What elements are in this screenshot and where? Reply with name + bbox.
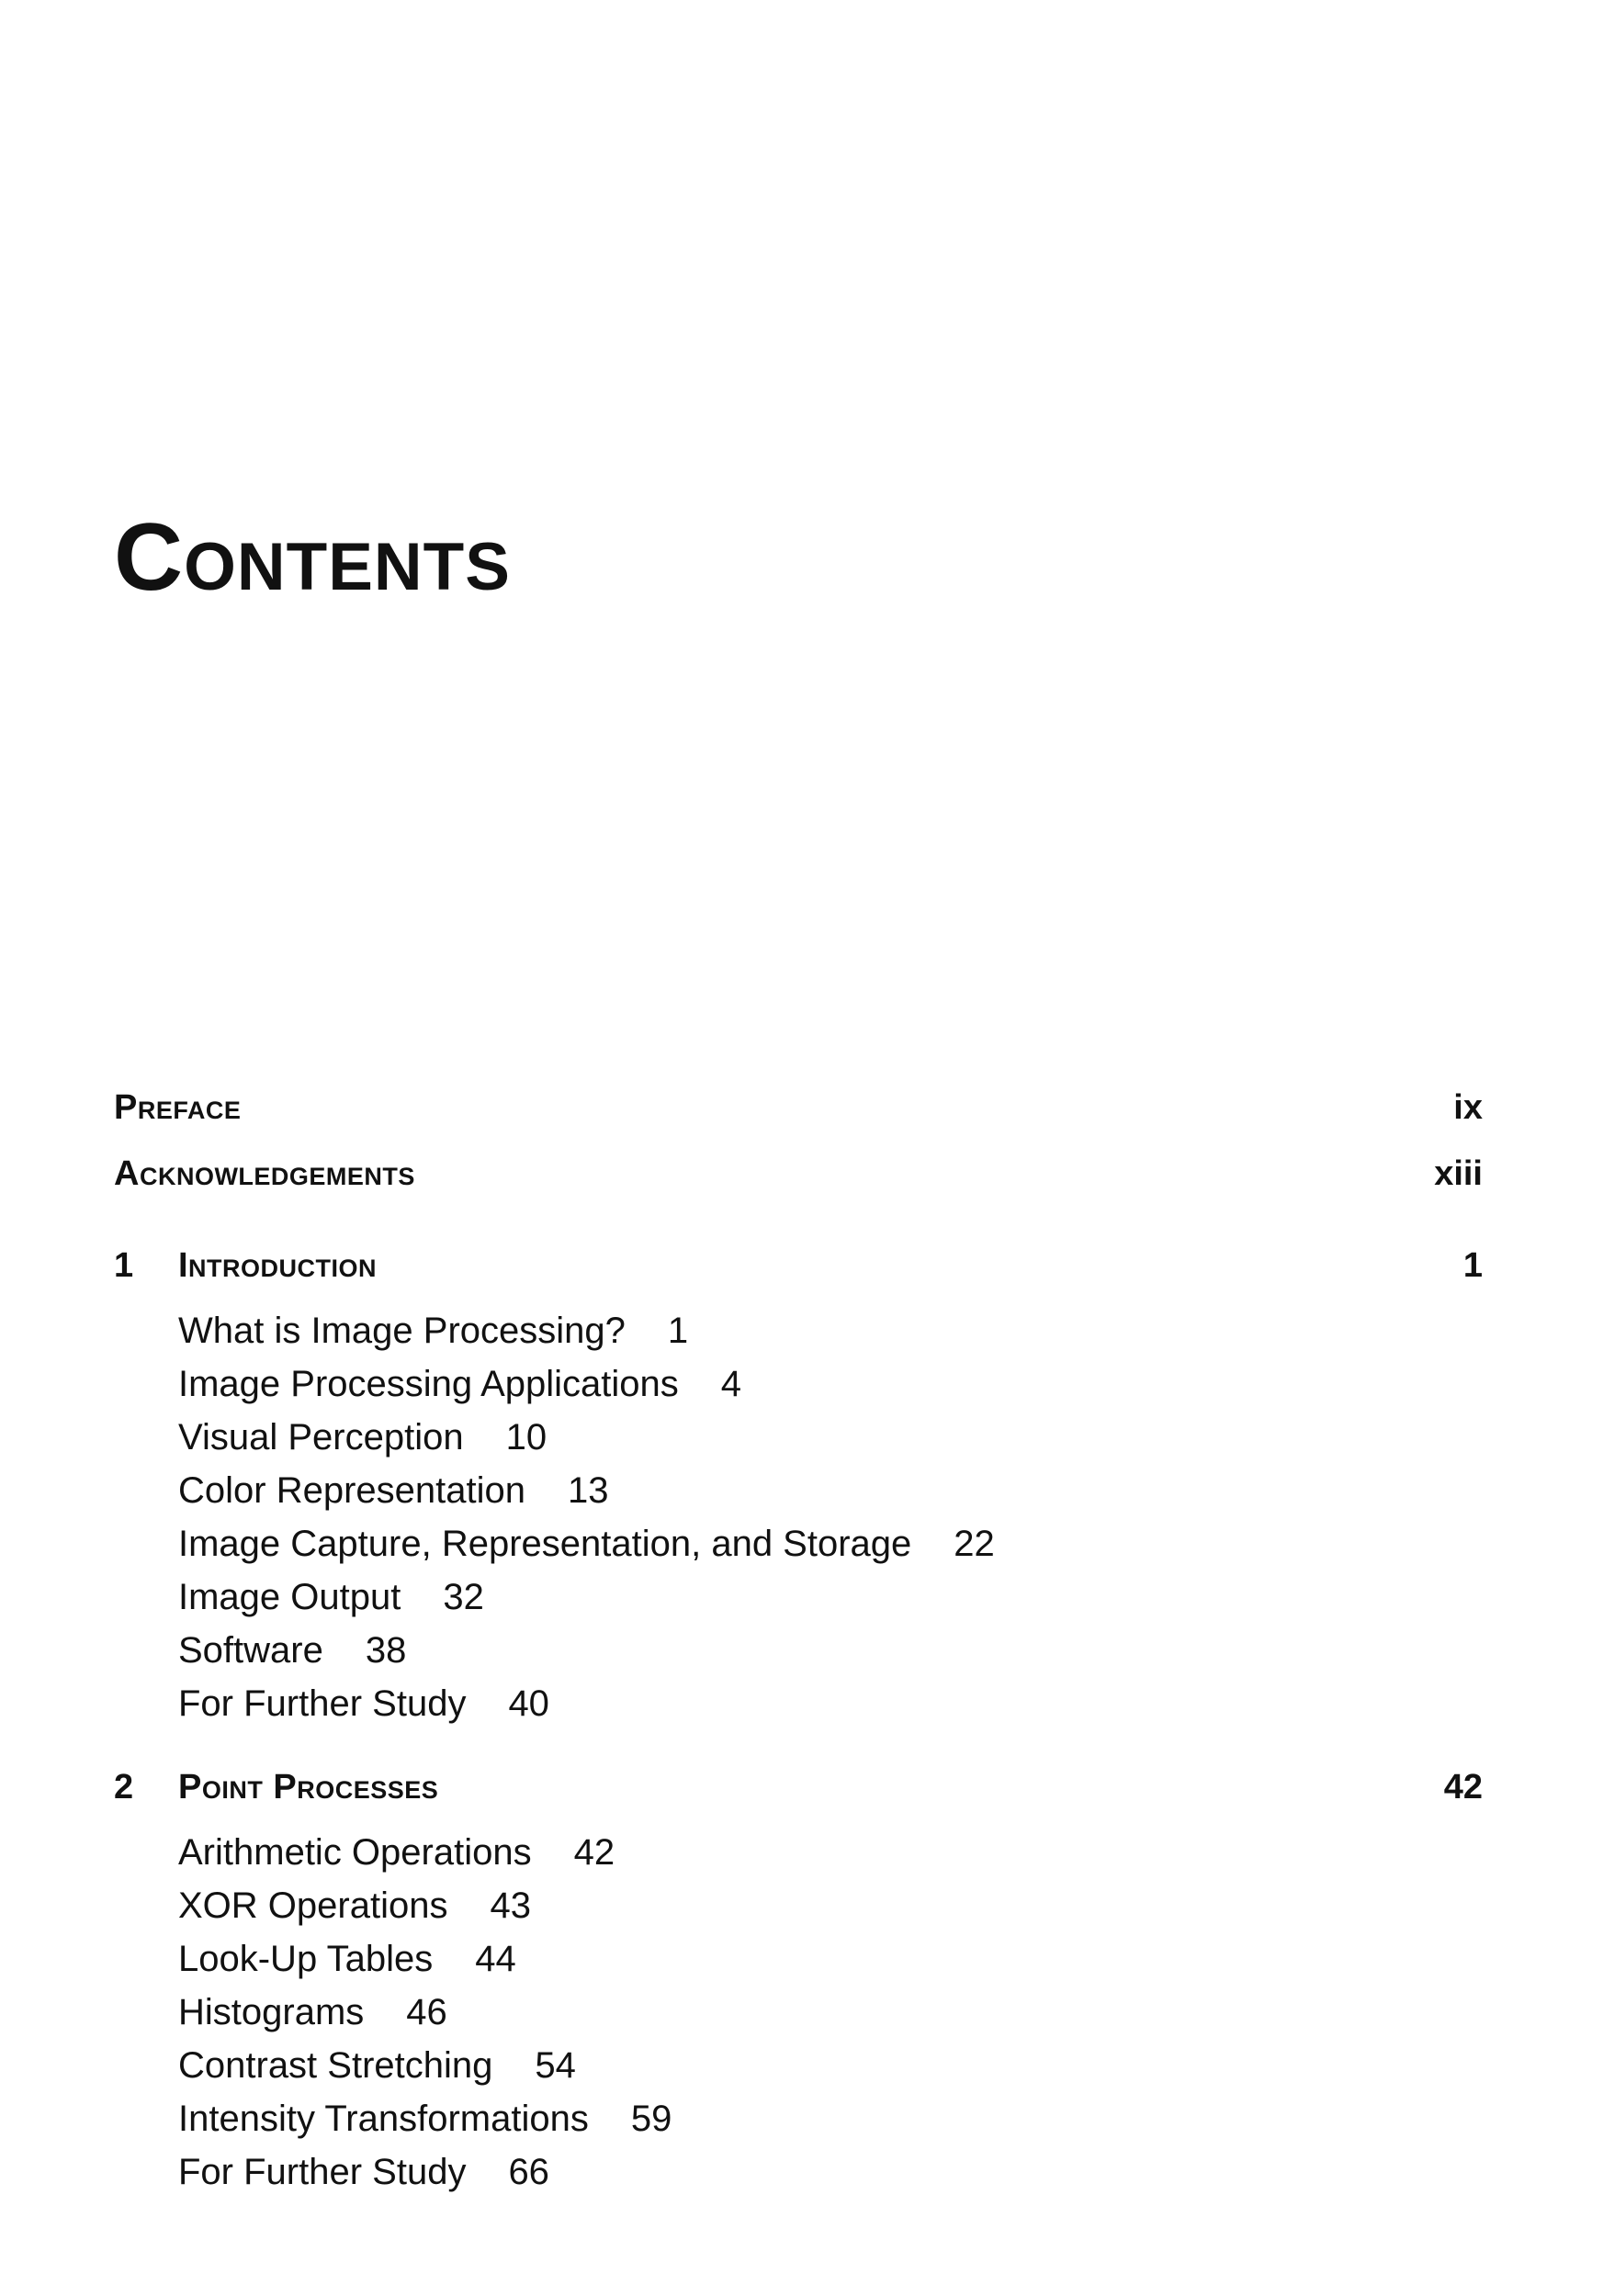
section-entry — [178, 1677, 1483, 1730]
section-title: Image Output — [178, 1576, 401, 1617]
section-entry — [178, 1570, 1483, 1624]
section-title: Arithmetic Operations — [178, 1831, 532, 1873]
section-title: Image Capture, Representation, and Storage — [178, 1523, 912, 1564]
section-page: 59 — [630, 2098, 672, 2139]
section-page: 40 — [508, 1683, 549, 1724]
chapter-page: 42 — [1443, 1767, 1483, 1806]
section-entry — [178, 2039, 1483, 2092]
toc-entry-page: ix — [1453, 1087, 1483, 1127]
section-entry — [178, 2092, 1483, 2145]
section-entry — [178, 1357, 1483, 1411]
section-entry — [178, 1879, 1483, 1932]
section-title: What is Image Processing? — [178, 1310, 626, 1351]
section-title: Contrast Stretching — [178, 2044, 493, 2086]
section-entry — [178, 1517, 1483, 1570]
section-page: 4 — [720, 1363, 741, 1404]
toc-entry-acknowledgements — [114, 1141, 1483, 1207]
section-entry — [178, 2145, 1483, 2199]
chapter-1 — [114, 1232, 1483, 1730]
section-title: For Further Study — [178, 1683, 467, 1724]
toc-entry-page: xiii — [1434, 1154, 1483, 1193]
toc-entry-label: Acknowledgements — [114, 1154, 415, 1193]
section-entry — [178, 1932, 1483, 1986]
section-entry — [178, 1464, 1483, 1517]
section-title: Visual Perception — [178, 1416, 464, 1458]
section-page: 22 — [954, 1523, 995, 1564]
section-page: 1 — [667, 1310, 689, 1351]
section-title: Intensity Transformations — [178, 2098, 589, 2139]
section-entry — [178, 1304, 1483, 1357]
chapter-number: 1 — [114, 1245, 134, 1285]
section-title: Image Processing Applications — [178, 1363, 679, 1404]
section-page: 44 — [475, 1938, 516, 1979]
section-page: 46 — [406, 1991, 447, 2032]
toc-entry-label: Preface — [114, 1087, 242, 1127]
section-title: Software — [178, 1629, 323, 1671]
chapter-page: 1 — [1462, 1245, 1483, 1285]
front-matter — [114, 1075, 1483, 1207]
section-page: 66 — [508, 2151, 549, 2192]
section-title: XOR Operations — [178, 1885, 448, 1926]
chapter-heading — [114, 1754, 1483, 1820]
section-entry — [178, 1986, 1483, 2039]
section-list — [114, 1304, 1483, 1730]
section-title: Look-Up Tables — [178, 1938, 434, 1979]
section-page: 10 — [505, 1416, 548, 1458]
section-title: Histograms — [178, 1991, 365, 2032]
table-of-contents — [114, 1075, 1483, 2199]
section-page: 54 — [535, 2044, 576, 2086]
chapter-heading — [114, 1232, 1483, 1299]
section-page: 43 — [490, 1885, 531, 1926]
section-title: Color Representation — [178, 1469, 525, 1511]
toc-entry-preface — [114, 1075, 1483, 1141]
section-entry — [178, 1826, 1483, 1879]
chapter-2 — [114, 1754, 1483, 2199]
section-entry — [178, 1624, 1483, 1677]
section-page: 32 — [443, 1576, 484, 1617]
chapter-title: Introduction — [178, 1245, 378, 1285]
page-title: Contents — [114, 504, 511, 611]
section-entry — [178, 1411, 1483, 1464]
chapter-number: 2 — [114, 1767, 134, 1806]
chapter-title: Point Processes — [178, 1767, 439, 1806]
section-page: 38 — [365, 1629, 407, 1671]
section-title: For Further Study — [178, 2151, 467, 2192]
section-list — [114, 1826, 1483, 2199]
section-page: 42 — [573, 1831, 615, 1873]
section-page: 13 — [568, 1469, 609, 1511]
